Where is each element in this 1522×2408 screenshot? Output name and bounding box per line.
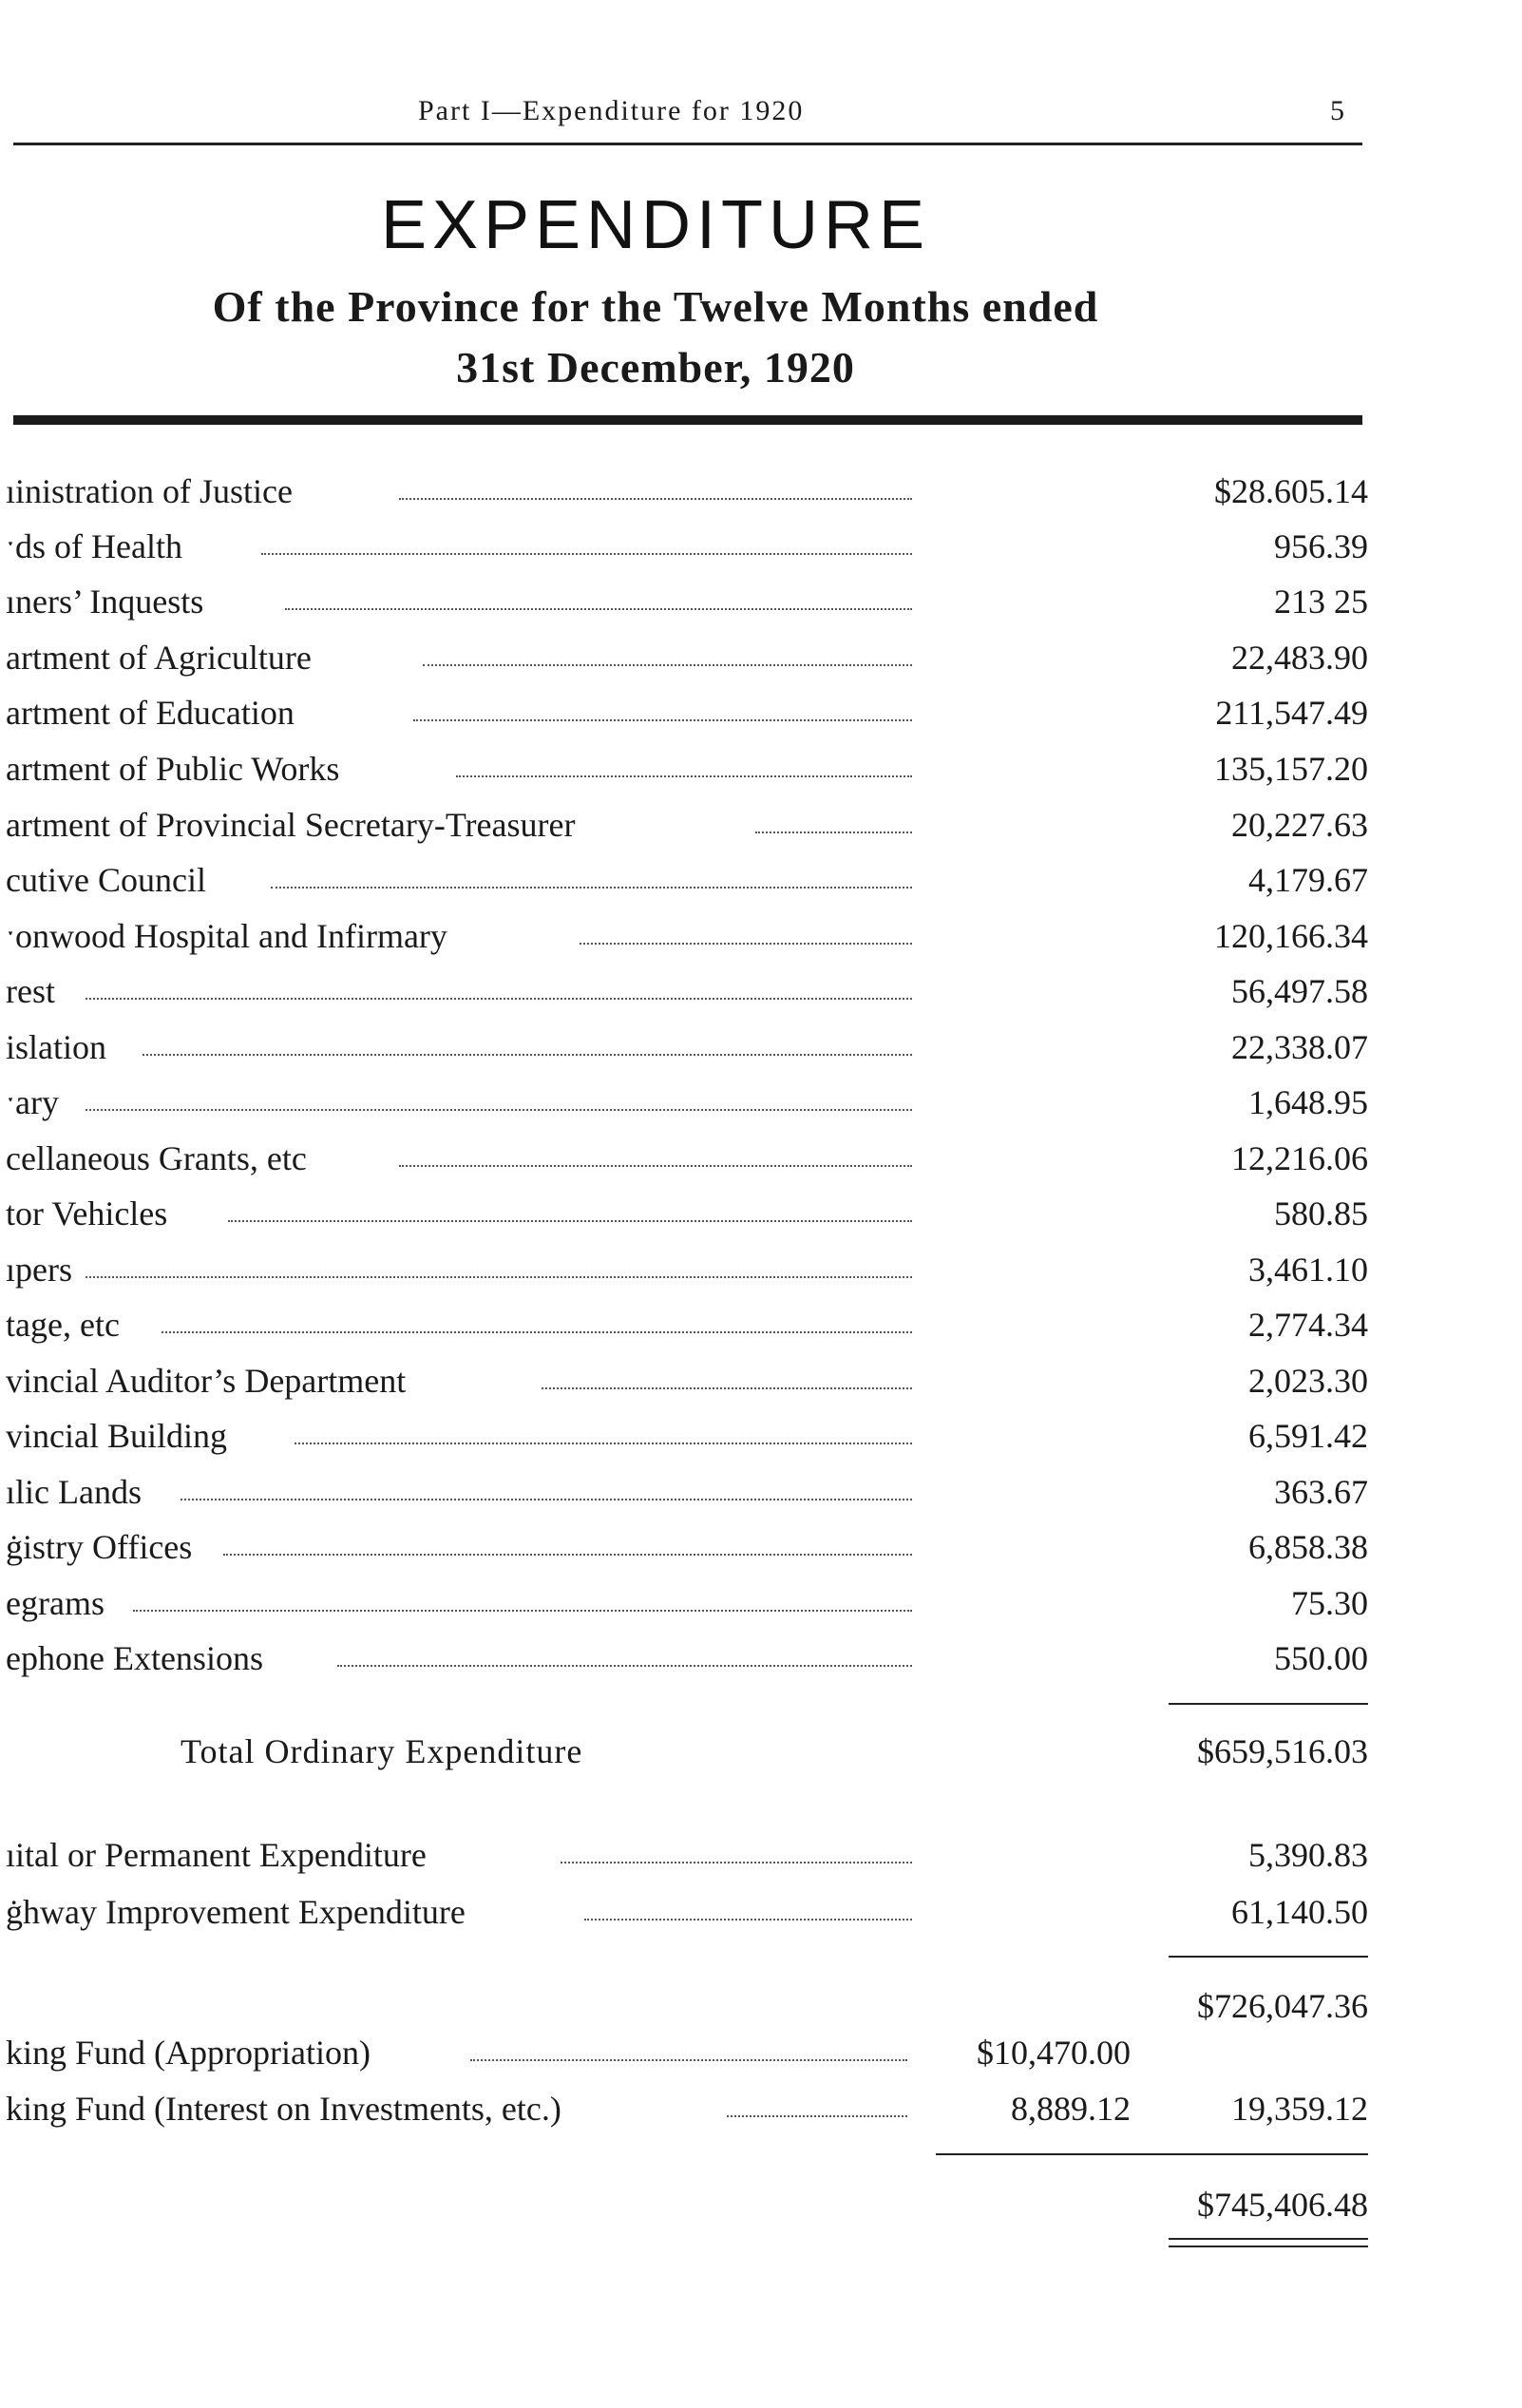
row-amount: 580.85 bbox=[1274, 1194, 1368, 1233]
row-label: artment of Education bbox=[6, 694, 295, 732]
page-subtitle-line-1: Of the Province for the Twelve Months ended bbox=[212, 282, 1099, 331]
row-label: ıners’ Inquests bbox=[6, 583, 204, 621]
expenditure-row bbox=[0, 1246, 1368, 1293]
row-amount: 2,023.30 bbox=[1248, 1362, 1368, 1400]
expenditure-row bbox=[0, 1357, 1368, 1405]
row-amount: 6,858.38 bbox=[1248, 1528, 1368, 1566]
dot-leader bbox=[423, 664, 912, 666]
row-amount: 19,359.12 bbox=[1231, 2090, 1368, 2128]
row-label: ıital or Permanent Expenditure bbox=[6, 1836, 427, 1874]
row-amount: 22,338.07 bbox=[1231, 1028, 1368, 1066]
row-amount: 135,157.20 bbox=[1214, 750, 1368, 788]
dot-leader bbox=[413, 719, 912, 721]
row-amount: 120,166.34 bbox=[1214, 917, 1368, 955]
total-ordinary-row bbox=[0, 1728, 1368, 1775]
dot-leader bbox=[584, 1919, 912, 1921]
expenditure-row bbox=[0, 1079, 1368, 1126]
dot-leader bbox=[295, 1443, 912, 1444]
row-amount: 75.30 bbox=[1291, 1584, 1368, 1622]
sum-rule bbox=[1169, 1703, 1368, 1705]
expenditure-row bbox=[0, 1523, 1368, 1571]
row-label: rest bbox=[6, 972, 55, 1010]
header-rule bbox=[13, 143, 1362, 145]
row-label: ġhway Improvement Expenditure bbox=[6, 1893, 466, 1931]
expenditure-row bbox=[0, 912, 1368, 960]
dot-leader bbox=[399, 1165, 912, 1167]
row-amount: 5,390.83 bbox=[1248, 1836, 1368, 1874]
dot-leader bbox=[755, 831, 912, 833]
row-amount: 1,648.95 bbox=[1248, 1083, 1368, 1121]
row-label: artment of Public Works bbox=[6, 750, 340, 788]
row-label: ˑonwood Hospital and Infirmary bbox=[6, 917, 447, 955]
row-amount: 56,497.58 bbox=[1231, 972, 1368, 1010]
subtotal-amount: $726,047.36 bbox=[1197, 1987, 1368, 2025]
row-label: king Fund (Appropriation) bbox=[6, 2034, 371, 2072]
row-amount-sub: 8,889.12 bbox=[1011, 2090, 1131, 2128]
dot-leader bbox=[86, 1276, 912, 1278]
row-label: cellaneous Grants, etc bbox=[6, 1139, 307, 1177]
dot-leader bbox=[337, 1665, 912, 1667]
dot-leader bbox=[133, 1610, 912, 1612]
capital-row bbox=[0, 1831, 1368, 1879]
expenditure-row bbox=[0, 689, 1368, 736]
row-label: ıpers bbox=[6, 1251, 72, 1289]
page-number: 5 bbox=[1330, 95, 1344, 126]
dot-leader bbox=[271, 887, 912, 889]
dot-leader bbox=[181, 1499, 912, 1500]
row-label: ılic Lands bbox=[6, 1473, 142, 1511]
grand-total-row bbox=[0, 2181, 1368, 2228]
expenditure-row bbox=[0, 468, 1368, 515]
expenditure-row bbox=[0, 1634, 1368, 1682]
dot-leader bbox=[228, 1220, 912, 1222]
sum-rule bbox=[936, 2153, 1368, 2155]
expenditure-row bbox=[0, 578, 1368, 625]
grand-total-amount: $745,406.48 bbox=[1197, 2186, 1368, 2224]
capital-row bbox=[0, 1888, 1368, 1936]
title-rule bbox=[13, 415, 1362, 425]
row-amount: 20,227.63 bbox=[1231, 806, 1368, 844]
sum-rule bbox=[1169, 1956, 1368, 1958]
double-underline bbox=[1169, 2238, 1368, 2247]
dot-leader bbox=[261, 553, 912, 555]
row-amount: 2,774.34 bbox=[1248, 1306, 1368, 1344]
dot-leader bbox=[162, 1331, 912, 1333]
row-label: cutive Council bbox=[6, 861, 206, 899]
page-title: EXPENDITURE bbox=[380, 187, 931, 263]
dot-leader bbox=[542, 1387, 912, 1389]
total-ordinary-amount: $659,516.03 bbox=[1197, 1732, 1368, 1770]
row-amount: 12,216.06 bbox=[1231, 1139, 1368, 1177]
expenditure-row bbox=[0, 1468, 1368, 1516]
expenditure-row bbox=[0, 1412, 1368, 1460]
sinking-fund-row bbox=[0, 2085, 1368, 2132]
row-amount: 22,483.90 bbox=[1231, 639, 1368, 677]
row-label: ġistry Offices bbox=[6, 1528, 193, 1566]
row-amount: 363.67 bbox=[1274, 1473, 1368, 1511]
dot-leader bbox=[399, 498, 912, 500]
row-amount-sub: $10,470.00 bbox=[977, 2034, 1131, 2072]
row-label: tor Vehicles bbox=[6, 1194, 168, 1233]
row-label: artment of Provincial Secretary-Treasurer bbox=[6, 806, 576, 844]
row-amount: 4,179.67 bbox=[1248, 861, 1368, 899]
row-label: islation bbox=[6, 1028, 106, 1066]
row-label: vincial Auditor’s Department bbox=[6, 1362, 407, 1400]
row-label: egrams bbox=[6, 1584, 105, 1622]
dot-leader bbox=[223, 1554, 912, 1556]
dot-leader bbox=[470, 2059, 907, 2061]
expenditure-row bbox=[0, 801, 1368, 849]
row-amount: 61,140.50 bbox=[1231, 1893, 1368, 1931]
row-label: ıinistration of Justice bbox=[6, 472, 293, 510]
row-label: vincial Building bbox=[6, 1417, 227, 1455]
row-amount: 6,591.42 bbox=[1248, 1417, 1368, 1455]
row-label: artment of Agriculture bbox=[6, 639, 312, 677]
sinking-fund-row bbox=[0, 2029, 1368, 2076]
dot-leader bbox=[285, 608, 912, 610]
row-amount: $28.605.14 bbox=[1214, 472, 1368, 510]
dot-leader bbox=[86, 1109, 912, 1111]
page-subtitle-line-2: 31st December, 1920 bbox=[456, 343, 855, 392]
dot-leader bbox=[727, 2115, 907, 2117]
running-header: Part I—Expenditure for 1920 bbox=[418, 95, 805, 126]
subtotal-row bbox=[0, 1982, 1368, 2030]
row-label: tage, etc bbox=[6, 1306, 120, 1344]
row-label: ephone Extensions bbox=[6, 1639, 263, 1677]
total-ordinary-label: Total Ordinary Expenditure bbox=[181, 1732, 583, 1770]
row-amount: 211,547.49 bbox=[1215, 694, 1368, 732]
expenditure-row bbox=[0, 634, 1368, 681]
expenditure-row bbox=[0, 1135, 1368, 1182]
expenditure-row bbox=[0, 967, 1368, 1015]
expenditure-row bbox=[0, 1301, 1368, 1348]
expenditure-row bbox=[0, 856, 1368, 904]
expenditure-row bbox=[0, 745, 1368, 793]
expenditure-row bbox=[0, 523, 1368, 570]
row-amount: 3,461.10 bbox=[1248, 1251, 1368, 1289]
dot-leader bbox=[143, 1054, 912, 1056]
expenditure-row bbox=[0, 1190, 1368, 1237]
dot-leader bbox=[86, 998, 912, 1000]
row-amount: 213 25 bbox=[1274, 583, 1368, 621]
row-amount: 956.39 bbox=[1274, 527, 1368, 565]
dot-leader bbox=[580, 943, 912, 945]
row-amount: 550.00 bbox=[1274, 1639, 1368, 1677]
dot-leader bbox=[456, 775, 912, 777]
expenditure-row bbox=[0, 1023, 1368, 1071]
row-label: ˑds of Health bbox=[6, 527, 182, 565]
expenditure-row bbox=[0, 1579, 1368, 1627]
row-label: king Fund (Interest on Investments, etc.) bbox=[6, 2090, 561, 2128]
dot-leader bbox=[561, 1862, 912, 1863]
row-label: ˑary bbox=[6, 1083, 59, 1121]
